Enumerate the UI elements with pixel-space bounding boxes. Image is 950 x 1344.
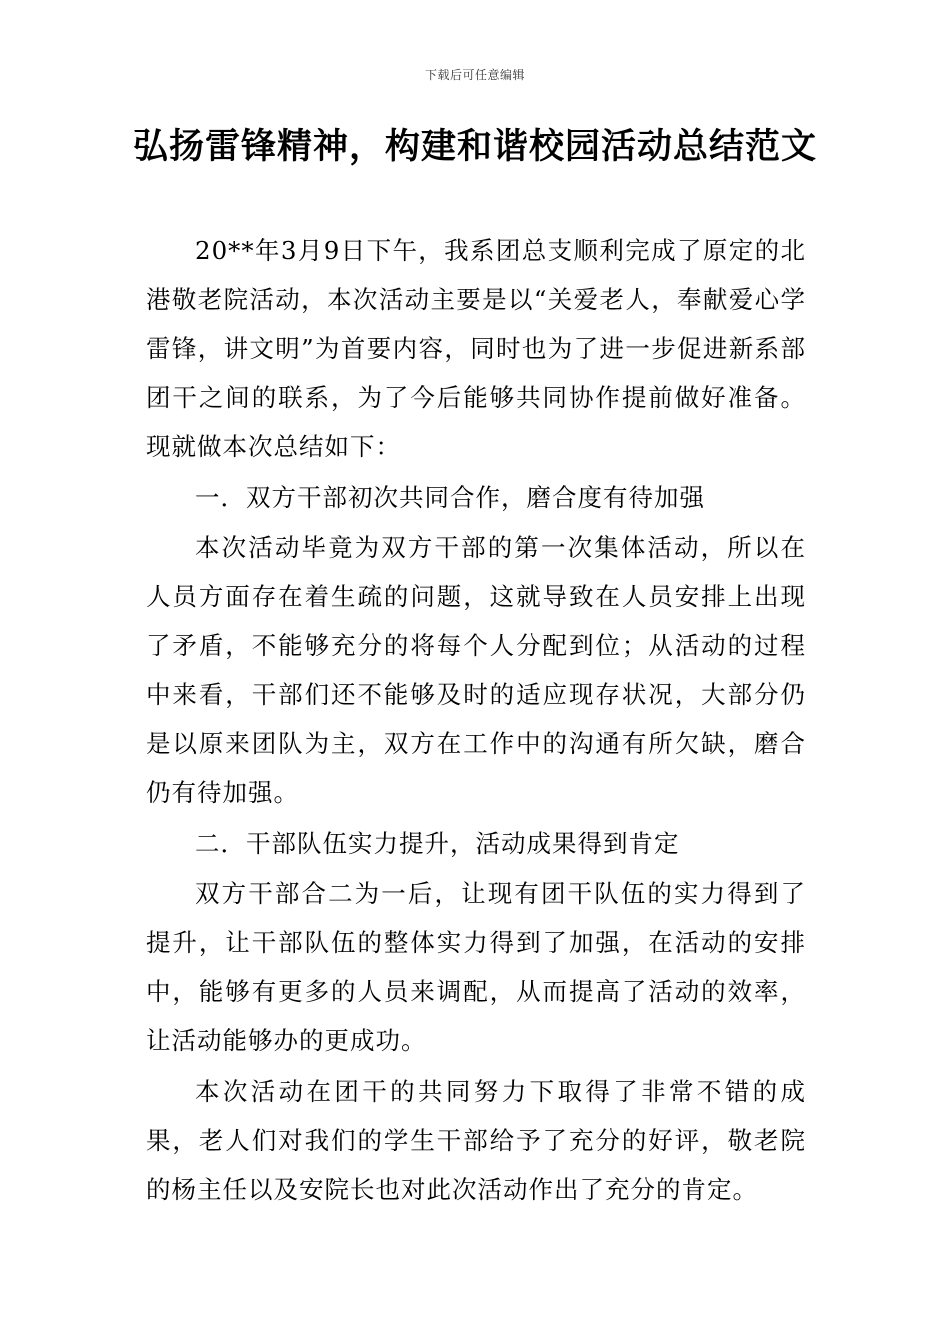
section-heading-1: 一．双方干部初次共同合作，磨合度有待加强 bbox=[195, 482, 705, 512]
section-2-paragraph: 双方干部合二为一后，让现有团干队伍的实力得到了提升，让干部队伍的整体实力得到了加强，在活动的安排中，能够有更多的人员来调配，从而提高了活动的效率，让活动能够办的更成功。 bbox=[146, 879, 806, 1055]
document-body bbox=[146, 226, 806, 1215]
section-1-paragraph: 本次活动毕竟为双方干部的第一次集体活动，所以在人员方面存在着生疏的问题，这就导致在人员安排上出现了矛盾，不能够充分的将每个人分配到位；从活动的过程中来看，干部们还不能够及时的适应现存状况，大部分仍是以原来团队为主，双方在工作中的沟通有所欠缺，磨合仍有待加强。 bbox=[146, 533, 806, 807]
document-title: 弘扬雷锋精神，构建和谐校园活动总结范文 bbox=[132, 127, 817, 167]
section-heading-2: 二．干部队伍实力提升，活动成果得到肯定 bbox=[195, 828, 680, 858]
header-note: 下载后可任意编辑 bbox=[424, 68, 525, 82]
intro-paragraph: 20**年3月9日下午，我系团总支顺利完成了原定的北港敬老院活动，本次活动主要是以“关爱老人，奉献爱心学雷锋，讲文明”为首要内容，同时也为了进一步促进新系部团干之间的联系，为了今后能够共同协作提前做好准备。现就做本次总结如下： bbox=[146, 236, 806, 461]
closing-paragraph: 本次活动在团干的共同努力下取得了非常不错的成果，老人们对我们的学生干部给予了充分的好评，敬老院的杨主任以及安院长也对此次活动作出了充分的肯定。 bbox=[146, 1076, 806, 1204]
